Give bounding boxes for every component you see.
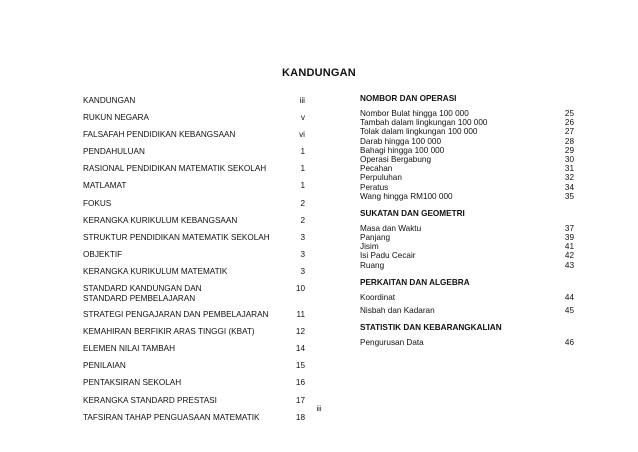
toc-entry-page: 3 bbox=[300, 232, 305, 242]
toc-entry bbox=[83, 344, 305, 354]
toc-entry bbox=[83, 310, 305, 320]
toc-item bbox=[360, 173, 574, 182]
toc-item-page: 34 bbox=[564, 182, 574, 192]
toc-item-page: 30 bbox=[564, 154, 574, 164]
toc-item bbox=[360, 109, 574, 118]
toc-item bbox=[360, 137, 574, 146]
toc-entry-page: iii bbox=[299, 96, 305, 105]
toc-item-label: Panjang bbox=[360, 233, 391, 243]
toc-entry-label: TAFSIRAN TAHAP PENGUASAAN MATEMATIK bbox=[83, 412, 260, 422]
toc-item-label: Perpuluhan bbox=[360, 173, 402, 183]
toc-item-page: 44 bbox=[564, 292, 574, 302]
toc-entry-label-line1: STANDARD KANDUNGAN DAN bbox=[83, 284, 202, 294]
toc-entry-page: 1 bbox=[300, 164, 305, 174]
toc-item bbox=[360, 155, 574, 164]
section-heading: SUKATAN DAN GEOMETRI bbox=[360, 208, 465, 218]
toc-item-label: Jisim bbox=[360, 242, 379, 252]
toc-entry-label: FOKUS bbox=[83, 198, 112, 208]
toc-item-page: 45 bbox=[564, 306, 574, 315]
toc-item-page: 46 bbox=[564, 338, 574, 348]
toc-item bbox=[360, 338, 574, 347]
toc-entry-label: KERANGKA KURIKULUM MATEMATIK bbox=[83, 266, 228, 276]
toc-item bbox=[360, 127, 574, 136]
toc-item-label: Masa dan Waktu bbox=[360, 223, 422, 233]
toc-entry-label: FALSAFAH PENDIDIKAN KEBANGSAAN bbox=[83, 130, 236, 140]
toc-item bbox=[360, 183, 574, 192]
toc-entry-page: 12 bbox=[295, 327, 305, 337]
toc-item-label: Nisbah dan Kadaran bbox=[360, 306, 435, 315]
toc-item-label: Pecahan bbox=[360, 164, 393, 174]
toc-item-page: 43 bbox=[564, 260, 574, 270]
toc-item bbox=[360, 118, 574, 127]
toc-item bbox=[360, 146, 574, 155]
toc-entry bbox=[83, 113, 305, 123]
toc-entry-label: KEMAHIRAN BERFIKIR ARAS TINGGI (KBAT) bbox=[83, 327, 255, 337]
toc-item-label: Nombor Bulat hingga 100 000 bbox=[360, 109, 469, 118]
toc-entry-label-line2: STANDARD PEMBELAJARAN bbox=[83, 294, 196, 304]
toc-item bbox=[360, 251, 574, 260]
page-number: iii bbox=[316, 404, 322, 413]
toc-item-label: Ruang bbox=[360, 260, 385, 270]
toc-entry-page: 10 bbox=[295, 284, 305, 294]
toc-entry bbox=[83, 130, 305, 140]
toc-item bbox=[360, 192, 574, 201]
toc-entry-page: 3 bbox=[300, 249, 305, 259]
toc-entry bbox=[83, 199, 305, 209]
toc-entry bbox=[83, 413, 305, 423]
toc-item-page: 26 bbox=[564, 118, 574, 128]
toc-item-label: Tolak dalam lingkungan 100 000 bbox=[360, 127, 478, 137]
toc-item-label: Operasi Bergabung bbox=[360, 154, 432, 164]
toc-item-label: Wang hingga RM100 000 bbox=[360, 191, 453, 201]
toc-entry bbox=[83, 284, 305, 304]
toc-entry bbox=[83, 250, 305, 260]
toc-item bbox=[360, 306, 574, 315]
toc-item bbox=[360, 261, 574, 270]
toc-entry-page: 18 bbox=[295, 412, 305, 422]
toc-item-page: 37 bbox=[564, 223, 574, 233]
toc-item-page: 27 bbox=[564, 127, 574, 137]
section-heading: STATISTIK DAN KEBARANGKALIAN bbox=[360, 323, 502, 333]
toc-entry-label: PENDAHULUAN bbox=[83, 147, 145, 157]
toc-entry-page: 1 bbox=[300, 181, 305, 191]
toc-item-page: 39 bbox=[564, 233, 574, 243]
toc-item-label: Isi Padu Cecair bbox=[360, 251, 416, 261]
toc-entry-label: OBJEKTIF bbox=[83, 249, 123, 259]
section-heading: PERKAITAN DAN ALGEBRA bbox=[360, 277, 470, 287]
toc-entry-label: STRUKTUR PENDIDIKAN MATEMATIK SEKOLAH bbox=[83, 232, 270, 242]
toc-entry-page: 1 bbox=[300, 147, 305, 157]
toc-entry-label: KANDUNGAN bbox=[83, 96, 136, 105]
toc-item-page: 41 bbox=[564, 242, 574, 252]
toc-entry-label: PENTAKSIRAN SEKOLAH bbox=[83, 378, 182, 388]
toc-section-statistik-dan-kebarangkalian bbox=[360, 323, 574, 347]
page-title: KANDUNGAN bbox=[282, 67, 356, 79]
toc-entry-label: RASIONAL PENDIDIKAN MATEMATIK SEKOLAH bbox=[83, 164, 267, 174]
toc-item bbox=[360, 233, 574, 242]
toc-entry-page: 15 bbox=[295, 361, 305, 371]
toc-item bbox=[360, 164, 574, 173]
toc-item-label: Pengurusan Data bbox=[360, 338, 424, 348]
toc-entry-label: MATLAMAT bbox=[83, 181, 127, 191]
toc-entry bbox=[83, 233, 305, 243]
toc-item-page: 32 bbox=[564, 173, 574, 183]
toc-item-page: 25 bbox=[564, 109, 574, 118]
toc-entry-page: 2 bbox=[300, 215, 305, 225]
toc-entry-label: KERANGKA STANDARD PRESTASI bbox=[83, 395, 217, 405]
toc-entry-page: 17 bbox=[295, 395, 305, 405]
toc-entry-label bbox=[83, 284, 202, 304]
toc-entry bbox=[83, 267, 305, 277]
toc-entry-page: 2 bbox=[300, 198, 305, 208]
toc-item bbox=[360, 224, 574, 233]
toc-entry-label: ELEMEN NILAI TAMBAH bbox=[83, 344, 176, 354]
toc-entry-page: 11 bbox=[296, 310, 305, 320]
toc-entry-label: RUKUN NEGARA bbox=[83, 113, 149, 123]
toc-entry bbox=[83, 378, 305, 388]
toc-entry-label: PENILAIAN bbox=[83, 361, 126, 371]
toc-entry-page: 14 bbox=[295, 344, 305, 354]
toc-entry bbox=[83, 164, 305, 174]
section-heading: NOMBOR DAN OPERASI bbox=[360, 94, 457, 103]
toc-entry bbox=[83, 327, 305, 337]
toc-item bbox=[360, 293, 574, 302]
toc-item-page: 42 bbox=[564, 251, 574, 261]
toc-item-page: 31 bbox=[564, 164, 574, 174]
toc-item-page: 28 bbox=[564, 136, 574, 146]
toc-entry bbox=[83, 216, 305, 226]
toc-section-nombor-dan-operasi bbox=[360, 94, 574, 201]
toc-entry bbox=[83, 147, 305, 157]
toc-entry-page: 3 bbox=[300, 266, 305, 276]
toc-item-label: Darab hingga 100 000 bbox=[360, 136, 442, 146]
toc-section-perkaitan-dan-algebra bbox=[360, 278, 574, 315]
toc-entry-page: 16 bbox=[295, 378, 305, 388]
toc-entry bbox=[83, 96, 305, 106]
toc-item-label: Tambah dalam lingkungan 100 000 bbox=[360, 118, 488, 128]
toc-left-column bbox=[83, 96, 305, 430]
toc-entry bbox=[83, 361, 305, 371]
toc-item-label: Peratus bbox=[360, 182, 389, 192]
toc-item bbox=[360, 242, 574, 251]
toc-item-label: Koordinat bbox=[360, 292, 396, 302]
toc-item-page: 29 bbox=[564, 145, 574, 155]
toc-entry-label: KERANGKA KURIKULUM KEBANGSAAN bbox=[83, 215, 238, 225]
toc-entry-page: v bbox=[300, 113, 305, 123]
toc-section-sukatan-dan-geometri bbox=[360, 209, 574, 270]
toc-right-column bbox=[360, 94, 574, 355]
toc-entry bbox=[83, 181, 305, 191]
toc-item-page: 35 bbox=[564, 191, 574, 201]
toc-item-label: Bahagi hingga 100 000 bbox=[360, 145, 445, 155]
toc-entry-page: vi bbox=[299, 130, 305, 140]
toc-entry-label: STRATEGI PENGAJARAN DAN PEMBELAJARAN bbox=[83, 310, 269, 320]
